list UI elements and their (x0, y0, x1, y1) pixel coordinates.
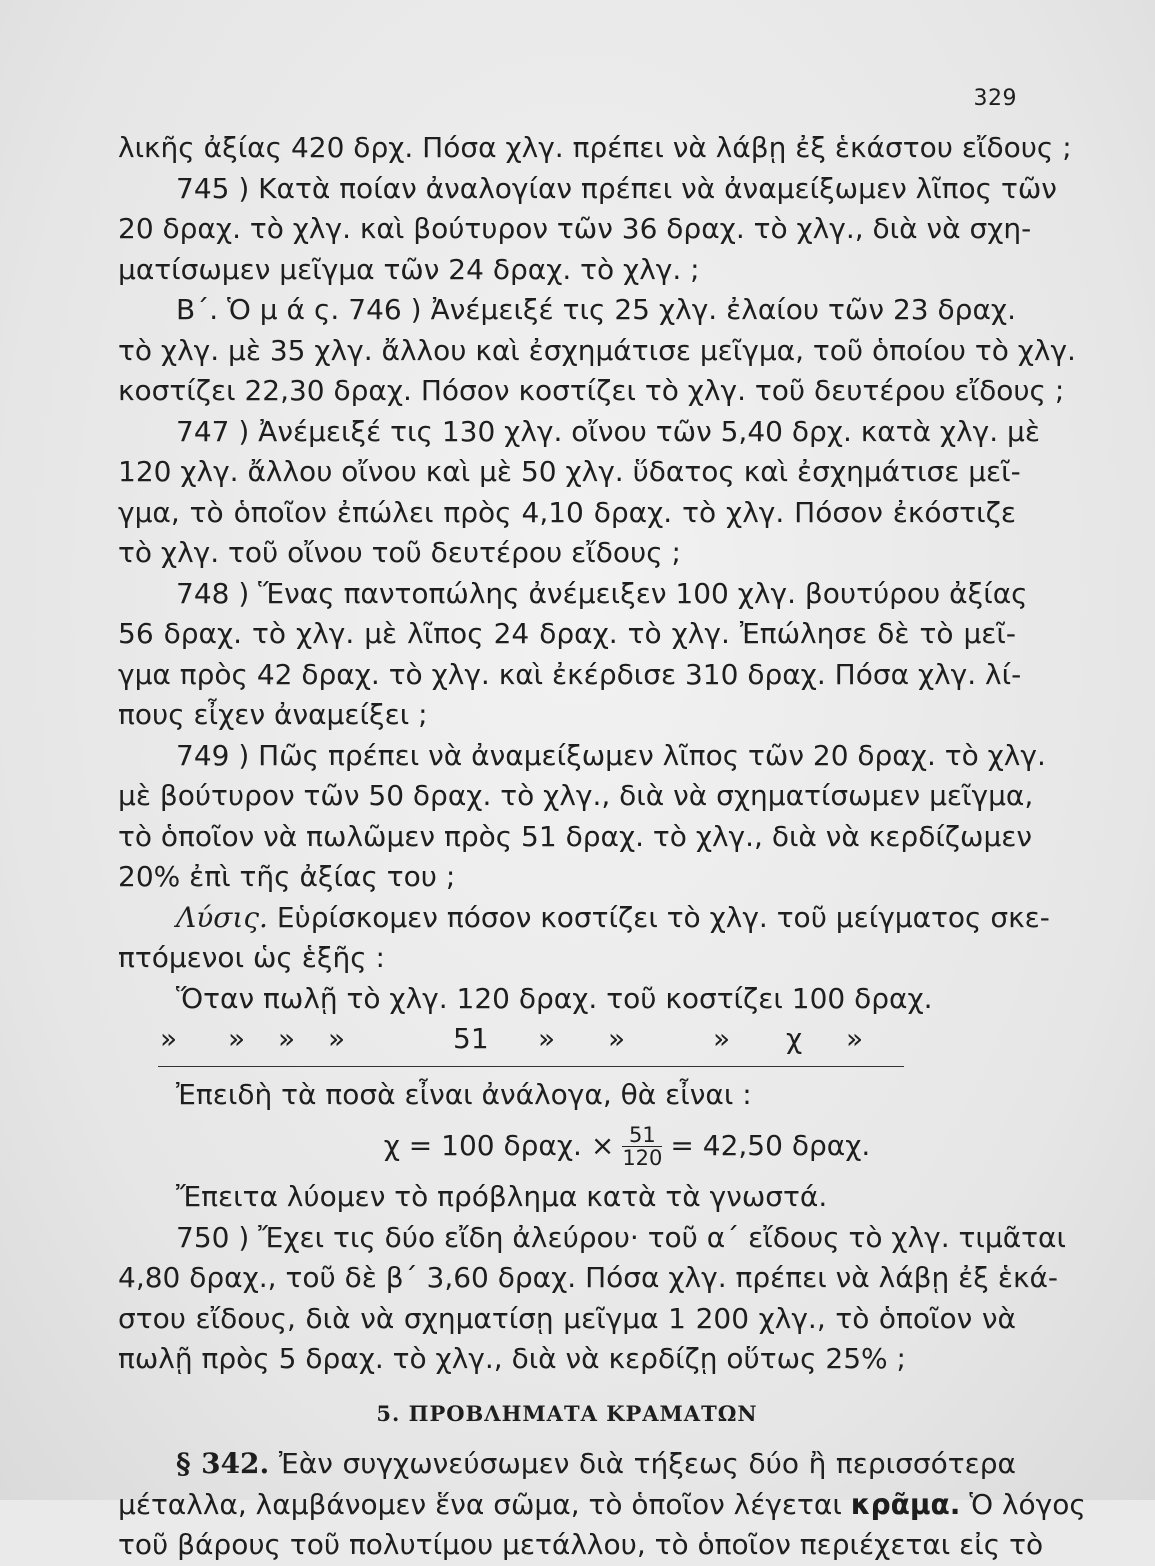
problem-746-start: 746 ) Ἀνέμειξέ τις 25 χλγ. ἐλαίου τῶν 23 δραχ. (348, 293, 1016, 326)
section-342-line (118, 1485, 1086, 1526)
problem-748-line: γμα πρὸς 42 δραχ. τὸ χλγ. καὶ ἐκέρδισε 310 δραχ. Πόσα χλγ. λί- (118, 657, 1022, 691)
ditto-mark: » (538, 1022, 556, 1055)
problem-748-line: 56 δραχ. τὸ χλγ. μὲ λῖπος 24 δραχ. τὸ χλγ. Ἐπώλησε δὲ τὸ μεῖ- (118, 617, 1016, 650)
page-number: 329 (973, 86, 1017, 111)
fraction-denominator: 120 (622, 1145, 663, 1170)
solution-line: πτόμενοι ὡς ἑξῆς : (118, 941, 385, 974)
problem-749-line: μὲ βούτυρον τῶν 50 δραχ. τὸ χλγ., διὰ νὰ σχηματίσωμεν μεῖγμα, (118, 779, 1034, 812)
section-342-text: Ἐὰν συγχωνεύσωμεν διὰ τήξεως δύο ἢ περισσότερα (278, 1447, 1016, 1480)
problem-747-line: 120 χλγ. ἄλλου οἴνου καὶ μὲ 50 χλγ. ὕδατος καὶ ἐσχημάτισε μεῖ- (118, 455, 1021, 488)
ditto-row (118, 1019, 1016, 1060)
problem-747-line: γμα, τὸ ὁποῖον ἐπώλει πρὸς 4,10 δραχ. τὸ χλγ. Πόσον ἐκόστιζε (118, 495, 1016, 529)
problem-746-line: κοστίζει 22,30 δραχ. Πόσον κοστίζει τὸ χλγ. τοῦ δευτέρου εἴδους ; (118, 374, 1065, 407)
section-342-text: μέταλλα, λαμβάνομεν ἕνα σῶμα, τὸ ὁποῖον λέγεται (118, 1487, 842, 1521)
ditto-mark: » (713, 1022, 731, 1055)
problem-749-line: τὸ ὁποῖον νὰ πωλῶμεν πρὸς 51 δραχ. τὸ χλγ., διὰ νὰ κερδίζωμεν (118, 819, 1033, 853)
problem-745-line: 20 δραχ. τὸ χλγ. καὶ βούτυρον τῶν 36 δραχ. τὸ χλγ., διὰ νὰ σχη- (118, 212, 1032, 245)
text-line: λικῆς ἀξίας 420 δρχ. Πόσα χλγ. πρέπει νὰ λάβῃ ἐξ ἑκάστου εἴδους ; (118, 131, 1072, 164)
section-heading: 5. ΠΡΟΒΛΗΜΑΤΑ ΚΡΑΜΑΤΩΝ (376, 1400, 758, 1426)
page-body (118, 128, 1086, 1566)
problem-750-line: στου εἴδους, διὰ νὰ σχηματίσῃ μεῖγμα 1 200 χλγ., τὸ ὁποῖον νὰ (118, 1301, 1016, 1335)
ditto-mark: » (160, 1022, 178, 1055)
problem-746-line: τὸ χλγ. μὲ 35 χλγ. ἄλλου καὶ ἐσχημάτισε μεῖγμα, τοῦ ὁποίου τὸ χλγ. (118, 333, 1076, 367)
ditto-variable: χ (786, 1022, 803, 1055)
conclusion-line: Ἐπειδὴ τὰ ποσὰ εἶναι ἀνάλογα, θὰ εἶναι : (176, 1077, 752, 1111)
problem-748-line: πους εἶχεν ἀναμείξει ; (118, 698, 428, 731)
ditto-mark: » (328, 1022, 346, 1055)
term-krama: κρᾶμα. (850, 1487, 961, 1521)
section-342-label: § 342. (176, 1447, 270, 1480)
ditto-mark: » (608, 1022, 626, 1055)
problem-749-line: 20% ἐπὶ τῆς ἀξίας του ; (118, 860, 456, 893)
fraction-numerator: 51 (628, 1122, 656, 1147)
horizontal-rule (158, 1066, 904, 1067)
problem-749-line: 749 ) Πῶς πρέπει νὰ ἀναμείξωμεν λῖπος τῶν 20 δραχ. τὸ χλγ. (176, 738, 1046, 772)
section-342-line: τοῦ βάρους τοῦ πολυτίμου μετάλλου, τὸ ὁποῖον περιέχεται εἰς τὸ (118, 1528, 1044, 1561)
group-b-line (118, 290, 1016, 331)
next-step-line: Ἔπειτα λύομεν τὸ πρόβλημα κατὰ τὰ γνωστά. (176, 1180, 828, 1213)
problem-750-line: πωλῇ πρὸς 5 δραχ. τὸ χλγ., διὰ νὰ κερδίζῃ οὕτως 25% ; (118, 1342, 906, 1375)
problem-750-line: 4,80 δραχ., τοῦ δὲ β΄ 3,60 δραχ. Πόσα χλγ. πρέπει νὰ λάβῃ ἐξ ἑκά- (118, 1261, 1059, 1294)
problem-748-line: 748 ) Ἕνας παντοπώλης ἀνέμειξεν 100 χλγ. βουτύρου ἀξίας (176, 576, 1028, 610)
proportion-line: Ὅταν πωλῇ τὸ χλγ. 120 δραχ. τοῦ κοστίζει 100 δραχ. (176, 981, 933, 1015)
section-342-line (118, 1444, 1016, 1485)
group-b-label: Β΄. Ὁ μ ά ς. (176, 293, 340, 326)
solution-text: Εὑρίσκομεν πόσον κοστίζει τὸ χλγ. τοῦ μείγματος σκε- (276, 900, 1050, 934)
problem-747-line: τὸ χλγ. τοῦ οἴνου τοῦ δευτέρου εἴδους ; (118, 536, 681, 569)
problem-745-line: ματίσωμεν μεῖγμα τῶν 24 δραχ. τὸ χλγ. ; (118, 252, 700, 286)
ditto-mark: » (846, 1022, 864, 1055)
problem-750-line: 750 ) Ἔχει τις δύο εἴδη ἀλεύρου· τοῦ α΄ εἴδους τὸ χλγ. τιμᾶται (176, 1220, 1066, 1254)
formula-lhs: χ = 100 δραχ. × (383, 1128, 615, 1162)
ditto-number: 51 (453, 1022, 489, 1055)
formula-rhs: = 42,50 δραχ. (670, 1128, 871, 1162)
section-342-text: Ὁ λόγος (969, 1487, 1086, 1521)
formula (118, 1115, 1016, 1177)
ditto-mark: » (278, 1022, 296, 1055)
solution-label: Λύσις. (176, 900, 268, 934)
problem-747-line: 747 ) Ἀνέμειξέ τις 130 χλγ. οἴνου τῶν 5,40 δρχ. κατὰ χλγ. μὲ (176, 414, 1040, 448)
fraction (622, 1124, 662, 1169)
solution-line (118, 898, 1050, 939)
ditto-mark: » (228, 1022, 246, 1055)
problem-745-line: 745 ) Κατὰ ποίαν ἀναλογίαν πρέπει νὰ ἀναμείξωμεν λῖπος τῶν (176, 171, 1057, 205)
